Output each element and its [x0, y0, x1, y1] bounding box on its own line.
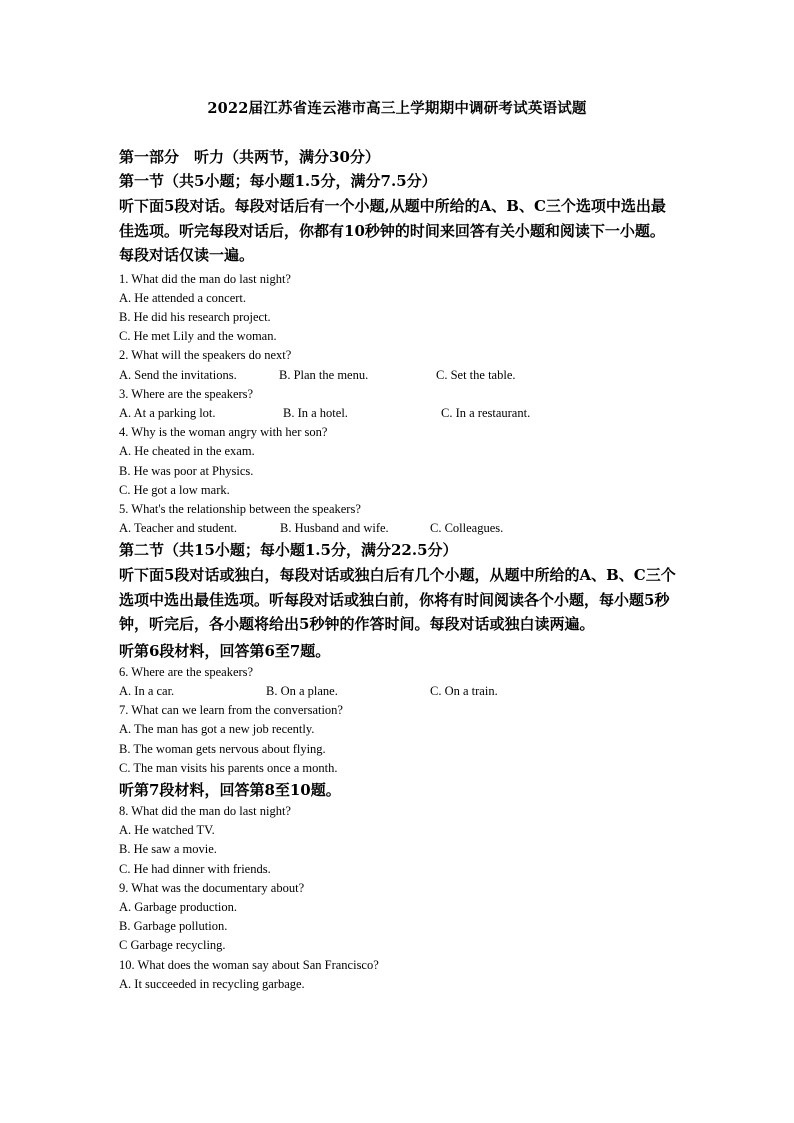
- option-1c: C. He met Lily and the woman.: [119, 329, 277, 344]
- material7-heading: 听第7段材料，回答第8至10题。: [119, 781, 341, 799]
- option-7a: A. The man has got a new job recently.: [119, 722, 315, 737]
- option-3c: C. In a restaurant.: [441, 405, 531, 420]
- question-9: 9. What was the documentary about?: [119, 880, 305, 895]
- exam-content: [119, 145, 679, 994]
- question-10: 10. What does the woman say about San Francisco?: [119, 957, 379, 972]
- section1-heading: 第一节（共5小题；每小题1.5分，满分7.5分）: [119, 172, 437, 190]
- option-4b: B. He was poor at Physics.: [119, 463, 254, 478]
- question-8: 8. What did the man do last night?: [119, 804, 291, 818]
- option-3b: B. In a hotel.: [283, 405, 348, 420]
- option-1b: B. He did his research project.: [119, 309, 271, 324]
- option-7c: C. The man visits his parents once a month.: [119, 760, 338, 775]
- section1-instructions: 听下面5段对话。每段对话后有一个小题,从题中所给的A、B、C三个选项中选出最佳选项。听完每段对话后，你都有10秒钟的时间来回答有关小题和阅读下一小题。每段对话仅读一遍。: [119, 197, 666, 264]
- option-6c: C. On a train.: [430, 684, 498, 698]
- option-9a: A. Garbage production.: [119, 900, 238, 915]
- option-9c: C Garbage recycling.: [119, 938, 226, 953]
- section2-instructions: 听下面5段对话或独白，每段对话或独白后有几个小题，从题中所给的A、B、C三个选项中选出最佳选项。听每段对话或独白前，你将有时间阅读各个小题，每小题5秒钟，听完后，各小题将给出5秒钟的作答时间。每段对话或独白读两遍。: [119, 566, 676, 634]
- option-5c: C. Colleagues.: [430, 521, 504, 536]
- option-5a: A. Teacher and student.: [119, 521, 237, 536]
- question-4: 4. Why is the woman angry with her son?: [119, 425, 328, 440]
- question-6: 6. Where are the speakers?: [119, 664, 254, 679]
- option-2b: B. Plan the menu.: [279, 367, 369, 382]
- option-8b: B. He saw a movie.: [119, 842, 217, 857]
- option-9b: B. Garbage pollution.: [119, 919, 228, 934]
- options-row-5: [119, 519, 679, 538]
- question-7: 7. What can we learn from the conversation?: [119, 703, 343, 718]
- option-6b: B. On a plane.: [266, 684, 338, 698]
- option-3a: A. At a parking lot.: [119, 405, 216, 420]
- question-1: 1. What did the man do last night?: [119, 271, 291, 286]
- option-2a: A. Send the invitations.: [119, 367, 237, 382]
- material6-heading: 听第6段材料，回答第6至7题。: [119, 641, 331, 660]
- option-4c: C. He got a low mark.: [119, 482, 230, 497]
- question-5: 5. What's the relationship between the speakers?: [119, 501, 361, 516]
- option-10a: A. It succeeded in recycling garbage.: [119, 976, 305, 991]
- option-2c: C. Set the table.: [436, 367, 516, 382]
- option-8c: C. He had dinner with friends.: [119, 861, 271, 876]
- option-8a: A. He watched TV.: [119, 823, 215, 838]
- option-5b: B. Husband and wife.: [280, 521, 389, 536]
- option-4a: A. He cheated in the exam.: [119, 444, 255, 459]
- options-row-3: [119, 404, 679, 423]
- question-2: 2. What will the speakers do next?: [119, 348, 292, 363]
- section2-heading: 第二节（共15小题；每小题1.5分，满分22.5分）: [119, 541, 458, 560]
- option-1a: A. He attended a concert.: [119, 290, 247, 305]
- option-6a: A. In a car.: [119, 684, 175, 698]
- page-title: 2022届江苏省连云港市高三上学期期中调研考试英语试题: [207, 100, 587, 117]
- options-row-6: [119, 682, 679, 701]
- option-7b: B. The woman gets nervous about flying.: [119, 741, 326, 756]
- options-row-2: [119, 366, 679, 385]
- question-3: 3. Where are the speakers?: [119, 386, 254, 401]
- part1-heading: 第一部分 听力（共两节，满分30分）: [119, 148, 380, 166]
